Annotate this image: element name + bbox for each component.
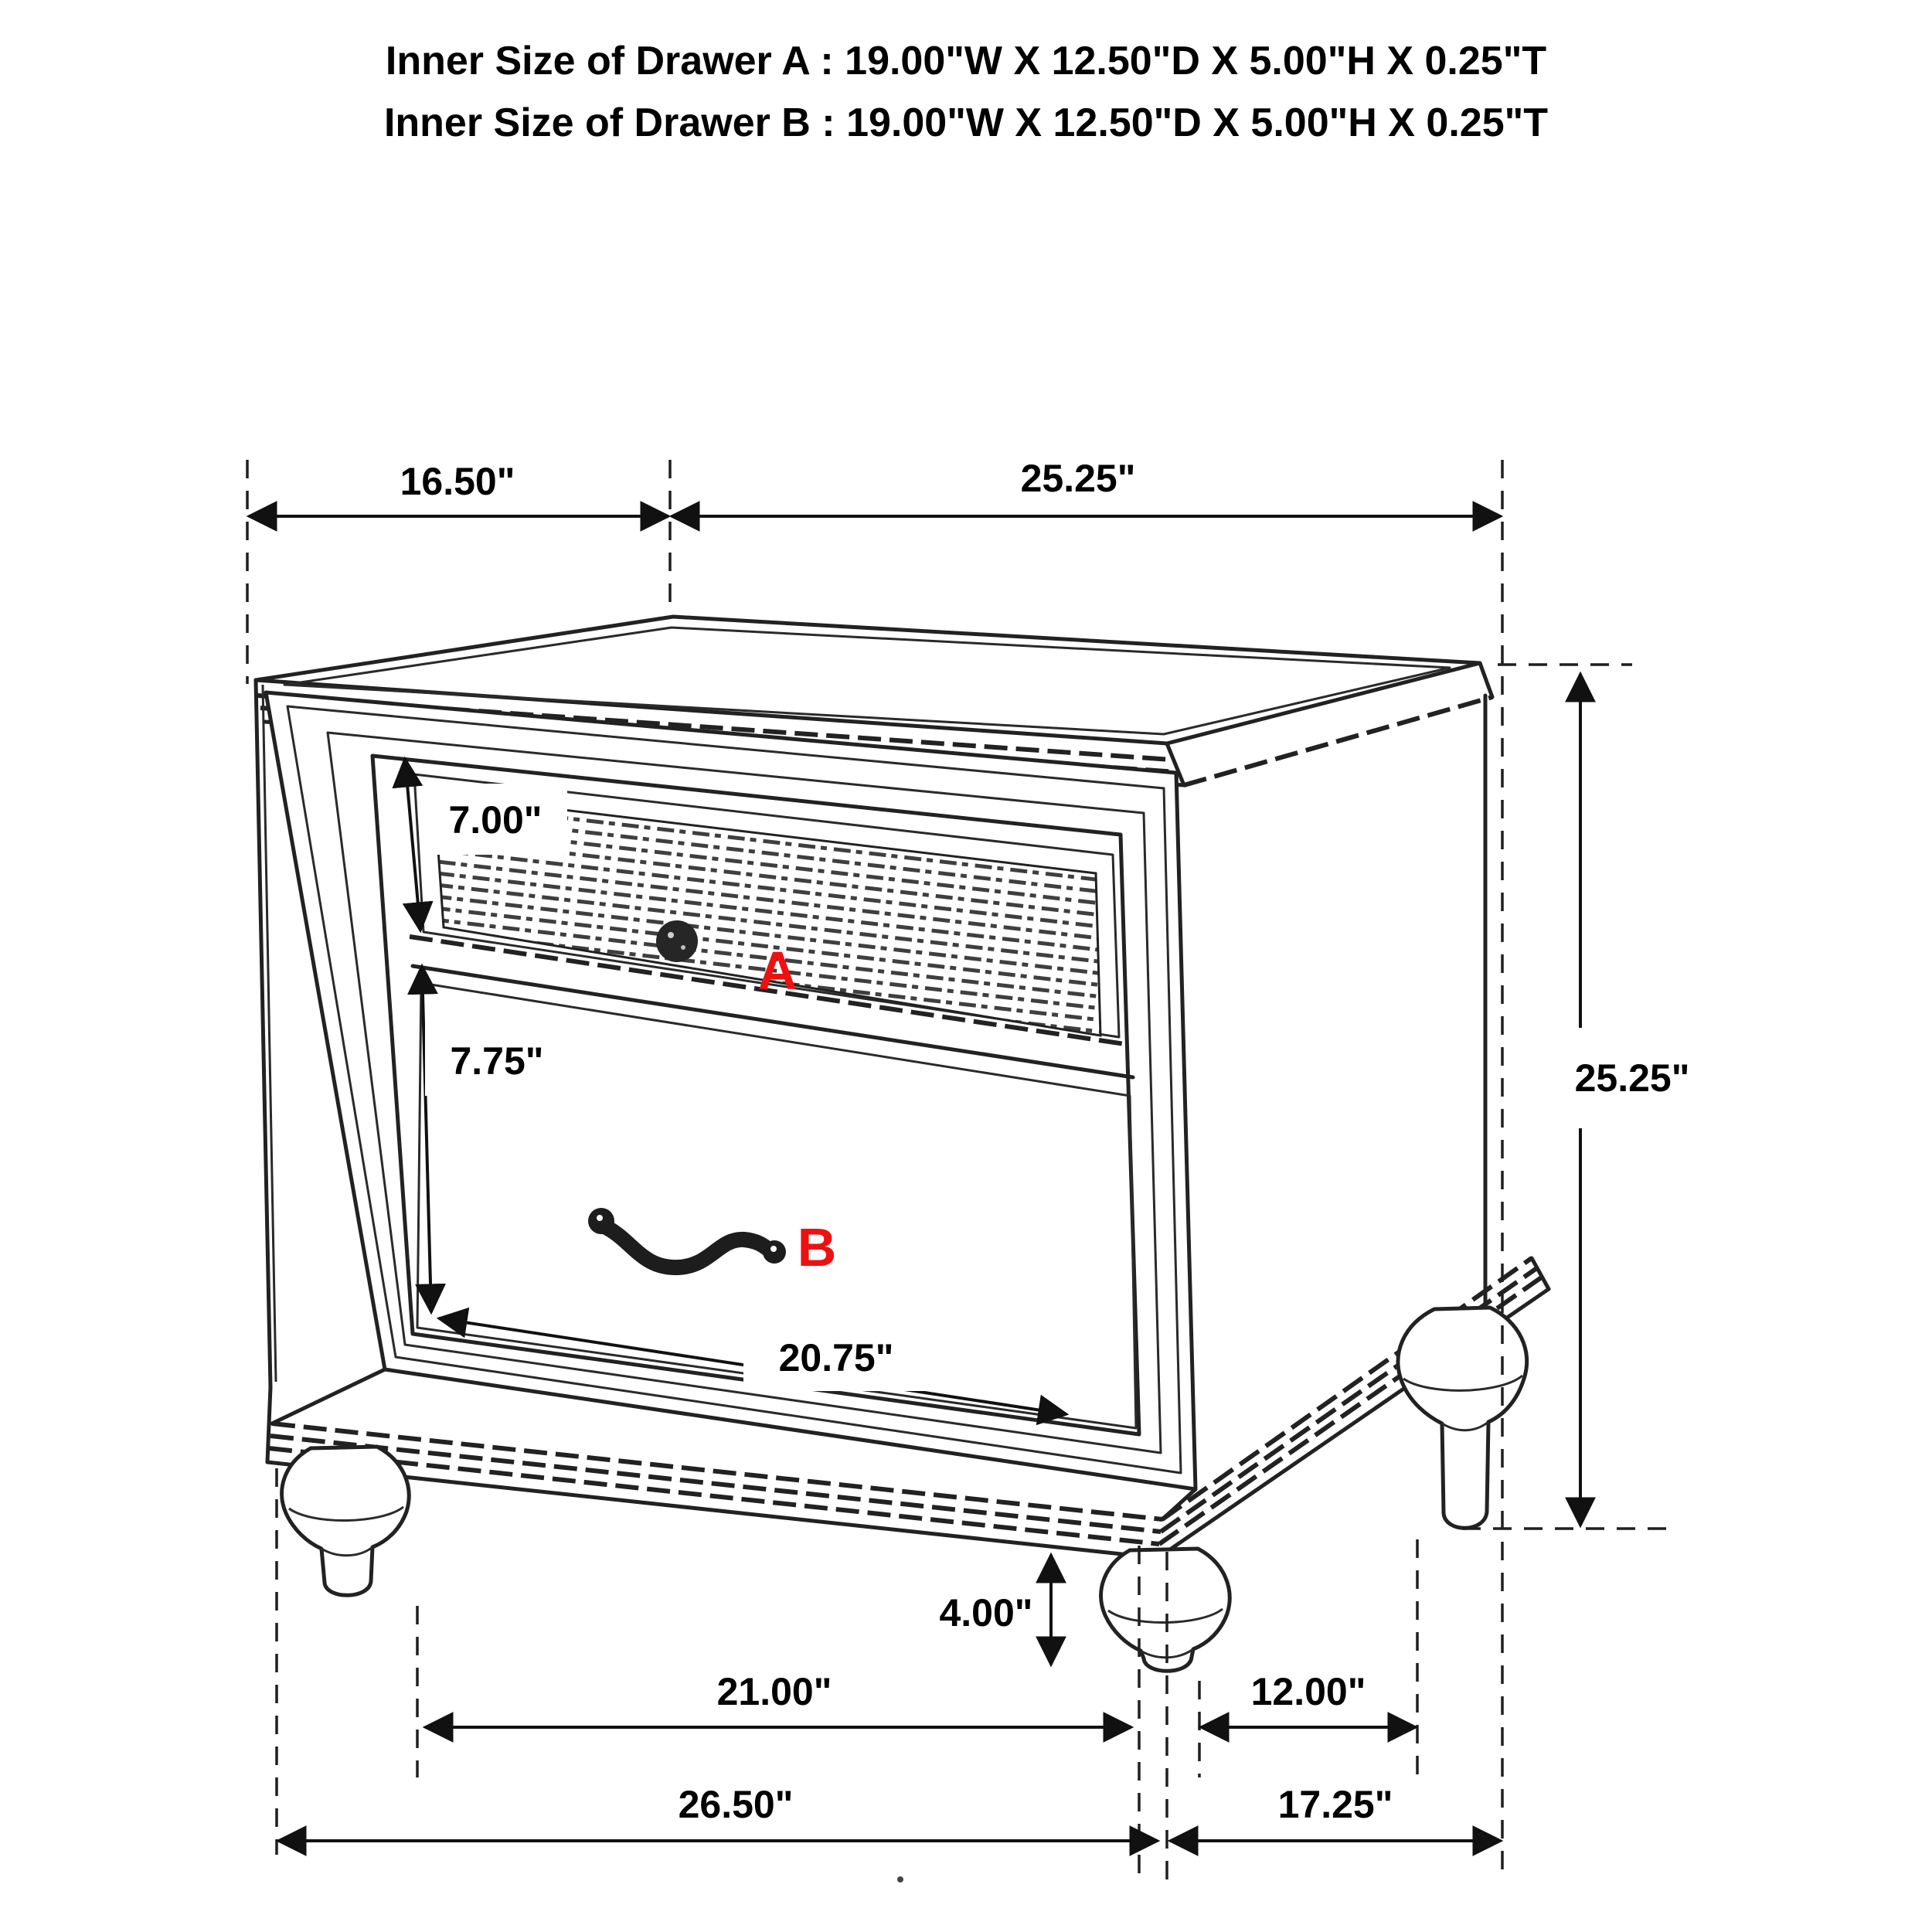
dim-top-depth-label: 16.50" (400, 460, 515, 503)
dim-drawer-a-height-label: 7.00" (448, 798, 543, 842)
drawer-b-handle-right-rosette (763, 1240, 786, 1264)
dim-overall-depth-label: 17.25" (1277, 1783, 1393, 1826)
dim-overall-width-label: 26.50" (678, 1783, 794, 1826)
drawer-a-knob-highlight2 (681, 945, 685, 950)
front-right-foot (1101, 1549, 1230, 1671)
drawer-b-handle-left-rosette (588, 1208, 614, 1234)
dim-drawer-b-height-label: 7.75" (450, 1039, 544, 1083)
header (384, 39, 1548, 145)
rear-right-foot (1398, 1308, 1527, 1528)
front-left-foot (282, 1447, 410, 1595)
dim-foot-height-label: 4.00" (939, 1591, 1033, 1634)
dim-front-feet-spacing-label: 21.00" (716, 1670, 832, 1713)
dim-side-feet-spacing-label: 12.00" (1250, 1670, 1366, 1713)
drawer-b-letter: B (797, 1217, 837, 1277)
dim-overall-height-label: 25.25" (1574, 1056, 1690, 1100)
left-edge (256, 680, 276, 1462)
handle-highlight2 (770, 1246, 777, 1252)
handle-highlight (597, 1215, 603, 1221)
drawer-a-knob (656, 920, 698, 962)
drawer-a-knob-highlight (668, 932, 674, 938)
front-frame (266, 692, 1196, 1489)
dim-drawer-b-width-label: 20.75" (778, 1336, 894, 1379)
header-line-2: Inner Size of Drawer B : 19.00"W X 12.50"D X 5.00"H X 0.25"T (383, 100, 1549, 145)
speck (897, 1876, 903, 1883)
dim-top-width-label: 25.25" (1020, 457, 1136, 500)
header-line-1: Inner Size of Drawer A : 19.00"W X 12.50"D X 5.00"H X 0.25"T (385, 39, 1547, 83)
drawer-a-letter: A (757, 940, 798, 1001)
